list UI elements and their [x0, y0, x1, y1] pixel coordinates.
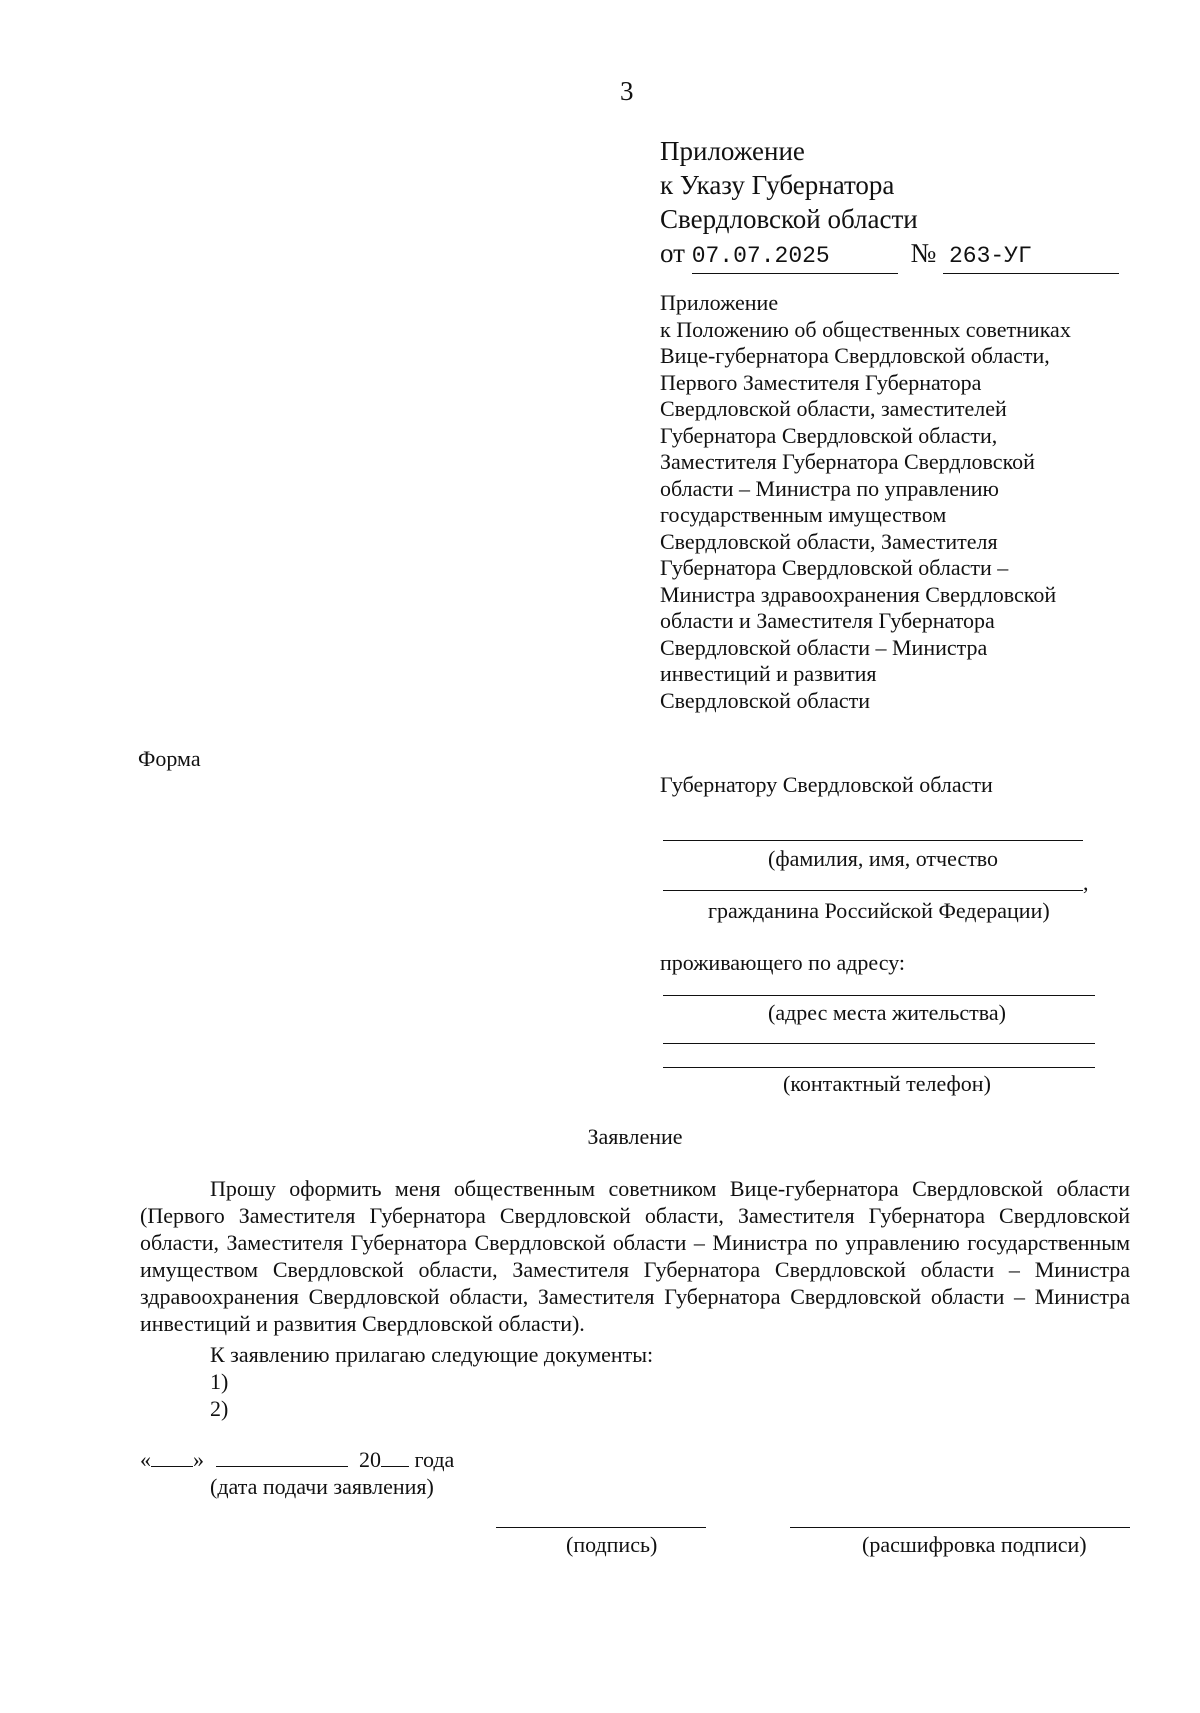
year-suffix: года	[414, 1447, 455, 1472]
decree-date: 07.07.2025	[692, 239, 898, 274]
regulation-line: Приложение	[660, 290, 779, 315]
signature-caption: (подпись)	[566, 1532, 658, 1557]
regulation-line: к Положению об общественных советниках	[660, 316, 1071, 342]
address-line[interactable]	[663, 995, 1095, 996]
appendix-line-1: Приложение	[660, 136, 805, 166]
regulation-line: Вице-губернатора Свердловской области,	[660, 343, 1050, 368]
address-line-2[interactable]	[663, 1043, 1095, 1044]
decree-appendix-header	[660, 134, 1119, 274]
year-prefix: 20	[359, 1447, 381, 1472]
attachment-item-1: 1)	[210, 1369, 229, 1394]
regulation-line: Свердловской области	[660, 687, 870, 713]
form-label: Форма	[138, 746, 201, 771]
close-quote: »	[193, 1447, 204, 1472]
phone-caption: (контактный телефон)	[783, 1071, 991, 1096]
residing-label: проживающего по адресу:	[660, 950, 906, 975]
statement-paragraph: Прошу оформить меня общественным советником Вице-губернатора Свердловской области (Первого Заместителя Губернатора Свердловской области, Заместителя Губернатора Свердловской области, Заместителя Губернатора Свердловской области – Министра по управлению государственным имуществом Свердловской области, Заместителя Губернатора Свердловской области – Министра здравоохранения Свердловской области, Заместителя Губернатора Свердловской области – Министра инвестиций и развития Свердловской области).	[140, 1176, 1130, 1336]
year-blank[interactable]	[381, 1448, 409, 1467]
decree-number: 263-УГ	[943, 239, 1119, 274]
appendix-line-2: к Указу Губернатора	[660, 170, 895, 200]
regulation-line: Первого Заместителя Губернатора	[660, 369, 982, 395]
statement-title: Заявление	[587, 1124, 683, 1149]
day-blank[interactable]	[151, 1448, 193, 1467]
fio-caption: (фамилия, имя, отчество	[768, 846, 999, 871]
phone-line[interactable]	[663, 1067, 1095, 1068]
statement-body	[140, 1175, 1130, 1337]
attachments-intro: К заявлению прилагаю следующие документы:	[210, 1342, 654, 1367]
regulation-line: Заместителя Губернатора Свердловской	[660, 449, 1035, 474]
date-row	[140, 1447, 454, 1473]
month-blank[interactable]	[216, 1448, 348, 1467]
citizen-caption: гражданина Российской Федерации)	[708, 898, 1050, 923]
regulation-line: Свердловской области, Заместителя	[660, 528, 998, 554]
signature-decoding-caption: (расшифровка подписи)	[862, 1532, 1087, 1557]
fio-line-2[interactable]	[663, 890, 1083, 891]
page-number: 3	[620, 76, 634, 106]
date-prefix: от	[660, 238, 685, 268]
open-quote: «	[140, 1447, 151, 1472]
number-sign: №	[910, 238, 937, 268]
regulation-line: Свердловской области, заместителей	[660, 396, 1007, 421]
attachment-item-2: 2)	[210, 1396, 229, 1421]
regulation-line: Губернатора Свердловской области,	[660, 422, 998, 448]
signature-decoding-line[interactable]	[790, 1527, 1130, 1528]
decree-date-number-row	[660, 236, 1119, 274]
fio-line[interactable]	[663, 840, 1083, 841]
regulation-appendix-header	[660, 290, 1071, 714]
regulation-line: области и Заместителя Губернатора	[660, 608, 995, 633]
regulation-line: инвестиций и развития	[660, 661, 877, 686]
regulation-line: области – Министра по управлению	[660, 475, 999, 501]
regulation-line: государственным имуществом	[660, 502, 947, 527]
comma: ,	[1083, 870, 1089, 895]
regulation-line: Губернатора Свердловской области –	[660, 555, 1009, 580]
regulation-line: Свердловской области – Министра	[660, 634, 988, 660]
regulation-line: Министра здравоохранения Свердловской	[660, 581, 1057, 607]
date-caption: (дата подачи заявления)	[210, 1474, 434, 1499]
address-caption: (адрес места жительства)	[768, 1000, 1006, 1025]
signature-line[interactable]	[496, 1527, 706, 1528]
addressee: Губернатору Свердловской области	[660, 772, 993, 797]
appendix-line-3: Свердловской области	[660, 204, 918, 234]
